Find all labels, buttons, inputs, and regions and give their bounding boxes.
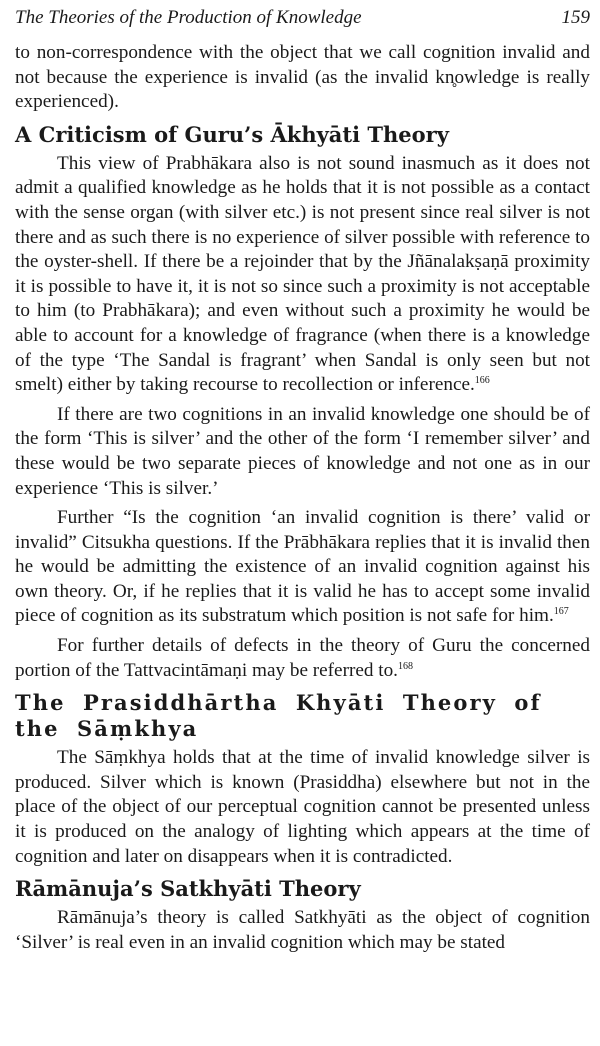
section-heading-satkhyati: Rāmānuja’s Satkhyāti Theory — [15, 876, 361, 902]
paragraph — [15, 506, 590, 629]
paragraph — [15, 746, 590, 869]
paragraph-text: If there are two cognitions in an invalid knowledge one should be of the form ‘This is silver’ and the other of the form ‘I remember silver’ and these would be two separate pieces of knowledge and not one as in our experience ‘This is silver.’ — [15, 403, 590, 499]
running-head — [15, 4, 590, 32]
page-body — [15, 41, 590, 955]
section-heading-akhyati: A Criticism of Guru’s Ākhyāti Theory — [15, 121, 449, 147]
paragraph — [15, 634, 590, 683]
page-number: 159 — [561, 7, 590, 28]
section-heading-prasiddhartha: The Prasiddhārtha Khyāti Theory of the Sāṃkhya — [15, 690, 542, 742]
continued-paragraph: to non-correspondence with the object that we call cognition invalid and not because the experience is invalid (as the invalid kn̥owledge is really experienced). — [15, 42, 590, 113]
running-head-title: The Theories of the Production of Knowledge — [15, 7, 362, 28]
paragraph — [15, 906, 590, 955]
paragraph-text: For further details of defects in the theory of Guru the concerned portion of the Tattvacintāmaṇi may be referred to. — [15, 635, 590, 681]
paragraph — [15, 152, 590, 398]
paragraph-text: This view of Prabhākara also is not sound inasmuch as it does not admit a qualified knowledge as he holds that it is not possible as a contact with the sense organ (with silver etc.) is not present since real silver is not there and as such there is no experience of silver possible with reference to the oyster-shell. If there be a rejoinder that by the Jñānalakṣaṇā proximity it is possible to have it, it is not so since such a proximity is not acceptable to him (to Prabhākara); and even without such a proximity he would be able to account for a knowledge of fragrance (when there is a knowledge of the type ‘The Sandal is fragrant’ when Sandal is only seen but not smelt) either by taking recourse to recollection or inference. — [15, 152, 590, 396]
paragraph-text: The Sāṃkhya holds that at the time of invalid knowledge silver is produced. Silver which is known (Prasiddha) elsewhere but not in the place of the object of our perceptual cognition cannot be presented unless it is produced on the analogy of lighting which appears at the time of cognition and later on disappears when it is contradicted. — [15, 747, 590, 867]
footnote-ref[interactable]: 166 — [474, 375, 490, 387]
paragraph — [15, 403, 590, 501]
footnote-ref[interactable]: 168 — [397, 660, 413, 672]
footnote-ref[interactable]: 167 — [553, 606, 569, 618]
paragraph-text: Further “Is the cognition ‘an invalid cognition is there’ valid or invalid” Citsukha questions. If the Prābhākara replies that it is invalid then he would be admitting the existence of an invalid cognition against his own theory. Or, if he replies that it is valid he has to accept some invalid piece of cognition as its substratum which position is not safe for him. — [15, 507, 590, 627]
paragraph-text: Rāmānuja’s theory is called Satkhyāti as the object of cognition ‘Silver’ is real even in an invalid cognition which may be stated — [15, 907, 590, 953]
